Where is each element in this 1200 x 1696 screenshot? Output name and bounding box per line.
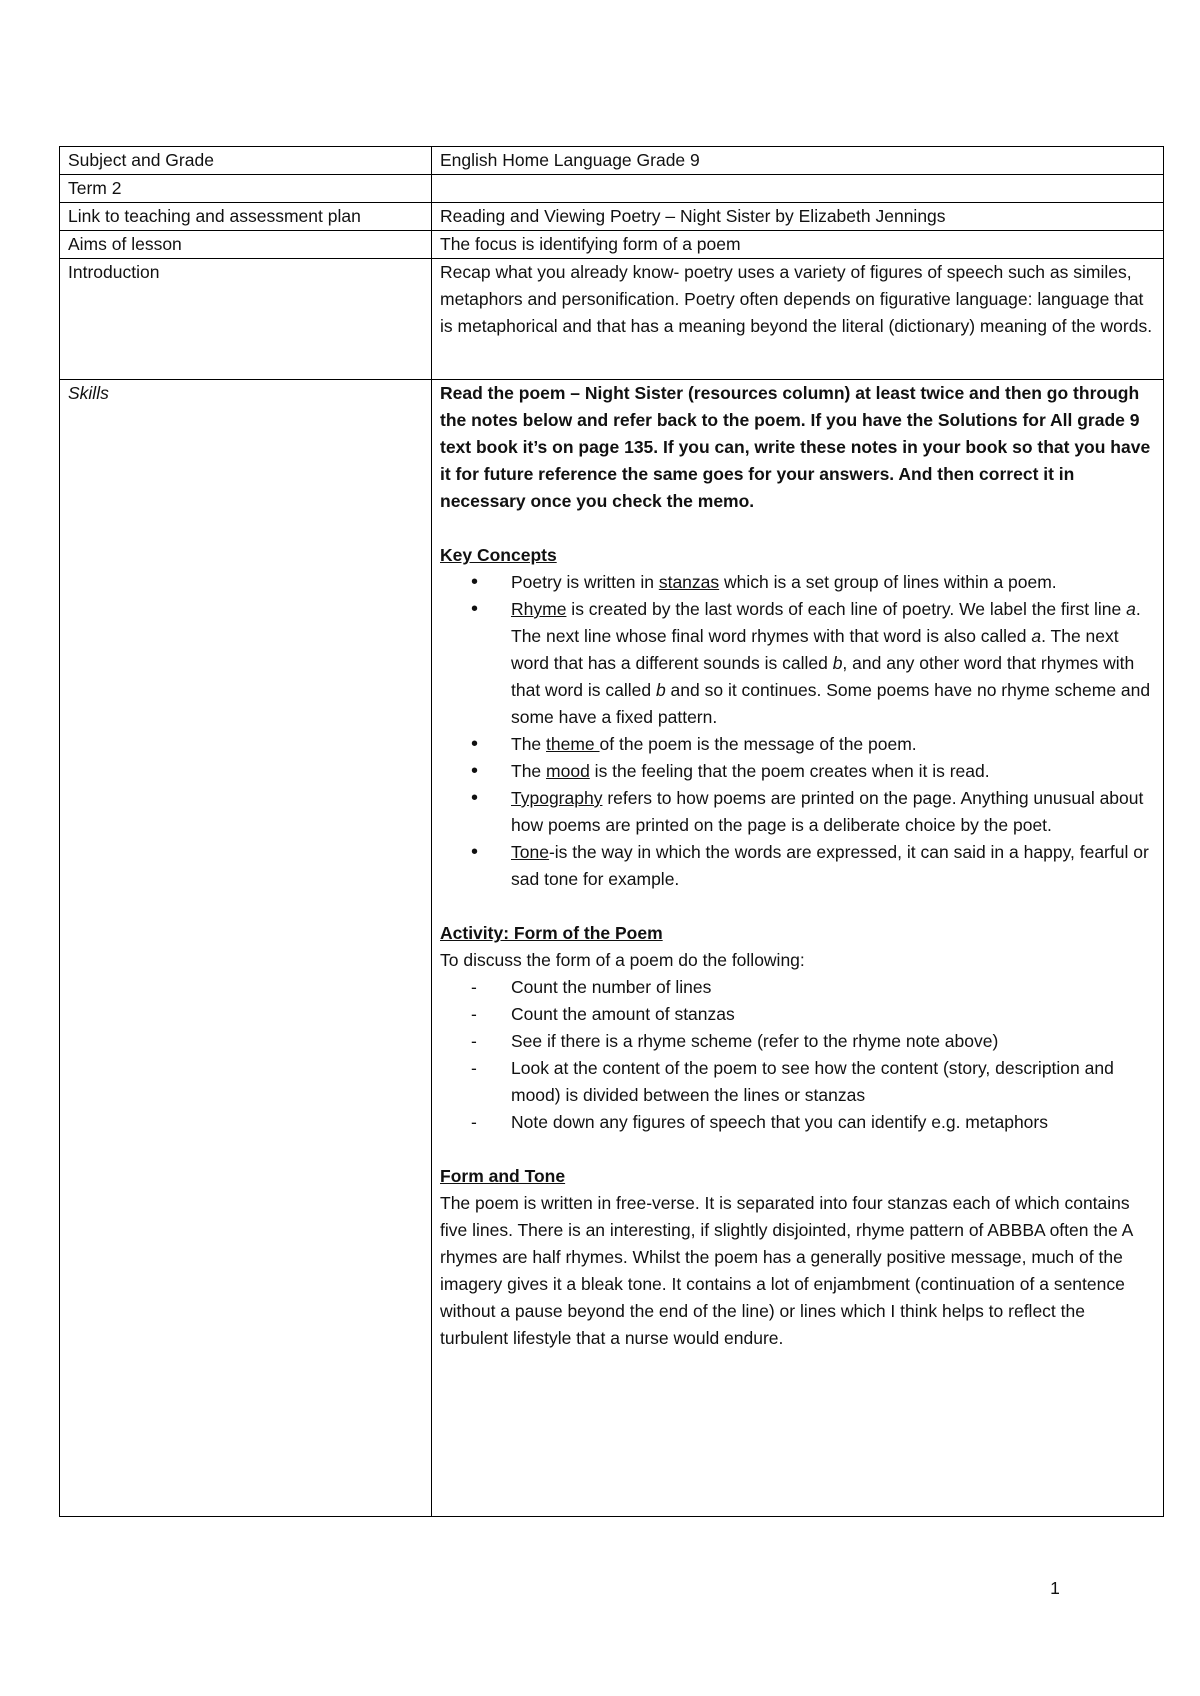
list-item: • Poetry is written in stanzas which is a set group of lines within a poem.: [511, 569, 1155, 596]
page-number: 1: [1050, 1578, 1060, 1598]
row-value: Recap what you already know- poetry uses a variety of figures of speech such as similes, metaphors and personification. Poetry often depends on figurative language: language that is metaphorical and that has a meaning beyond the literal (dictionary) meaning of the words.: [432, 259, 1164, 380]
list-item: - See if there is a rhyme scheme (refer to the rhyme note above): [511, 1028, 1155, 1055]
list-item: • Typography refers to how poems are printed on the page. Anything unusual about how poems are printed on the page is a deliberate choice by the poet.: [511, 785, 1155, 839]
term-tone: Tone: [511, 842, 549, 862]
term-rhyme: Rhyme: [511, 599, 567, 619]
key-concepts-heading: Key Concepts: [440, 545, 557, 565]
form-tone-text: The poem is written in free-verse. It is separated into four stanzas each of which contains five lines. There is an interesting, if slightly disjointed, rhyme pattern of ABBBA often the A rhymes are half rhymes. Whilst the poem has a generally positive message, much of the imagery gives it a bleak tone. It contains a lot of enjambment (continuation of a sentence without a pause beyond the end of the line) or lines which I think helps to reflect the turbulent lifestyle that a nurse would endure.: [440, 1193, 1133, 1348]
row-value: [432, 175, 1164, 203]
row-value: English Home Language Grade 9: [432, 147, 1164, 175]
list-item: • Tone-is the way in which the words are expressed, it can said in a happy, fearful or sad tone for example.: [511, 839, 1155, 893]
table-row: [60, 147, 1164, 175]
list-item: - Look at the content of the poem to see how the content (story, description and mood) is divided between the lines or stanzas: [511, 1055, 1155, 1109]
row-label: Subject and Grade: [60, 147, 432, 175]
skills-content: [432, 380, 1164, 1517]
row-value: Reading and Viewing Poetry – Night Sister by Elizabeth Jennings: [432, 203, 1164, 231]
skills-instruction: Read the poem – Night Sister (resources column) at least twice and then go through the notes below and refer back to the poem. If you have the Solutions for All grade 9 text book it’s on page 135. If you can, write these notes in your book so that you have it for future reference the same goes for your answers. And then correct it in necessary once you check the memo.: [440, 383, 1151, 511]
row-label: Link to teaching and assessment plan: [60, 203, 432, 231]
lesson-plan-table: [59, 146, 1164, 1517]
term-theme: theme: [546, 734, 600, 754]
table-row: [60, 175, 1164, 203]
activity-heading: Activity: Form of the Poem: [440, 923, 663, 943]
skills-label: Skills: [60, 380, 432, 1517]
table-row: [60, 231, 1164, 259]
row-label: Term 2: [60, 175, 432, 203]
key-concepts-list: [440, 569, 1155, 893]
activity-steps-list: [440, 974, 1155, 1136]
list-item: • The mood is the feeling that the poem creates when it is read.: [511, 758, 1155, 785]
row-label: Aims of lesson: [60, 231, 432, 259]
term-stanzas: stanzas: [658, 572, 720, 592]
list-item: - Count the amount of stanzas: [511, 1001, 1155, 1028]
table-row: [60, 259, 1164, 380]
table-row: [60, 380, 1164, 1517]
activity-intro: To discuss the form of a poem do the following:: [440, 950, 805, 970]
list-item: • The theme of the poem is the message of the poem.: [511, 731, 1155, 758]
row-value: The focus is identifying form of a poem: [432, 231, 1164, 259]
form-tone-heading: Form and Tone: [440, 1166, 566, 1186]
list-item: - Count the number of lines: [511, 974, 1155, 1001]
list-item: • Rhyme is created by the last words of each line of poetry. We label the first line a. The next line whose final word rhymes with that word is also called a. The next word that has a different sounds is called b, and any other word that rhymes with that word is called b and so it continues. Some poems have no rhyme scheme and some have a fixed pattern.: [511, 596, 1155, 731]
term-mood: mood: [546, 761, 590, 781]
term-typography: Typography: [511, 788, 603, 808]
list-item: - Note down any figures of speech that you can identify e.g. metaphors: [511, 1109, 1155, 1136]
row-label: Introduction: [60, 259, 432, 380]
table-row: [60, 203, 1164, 231]
